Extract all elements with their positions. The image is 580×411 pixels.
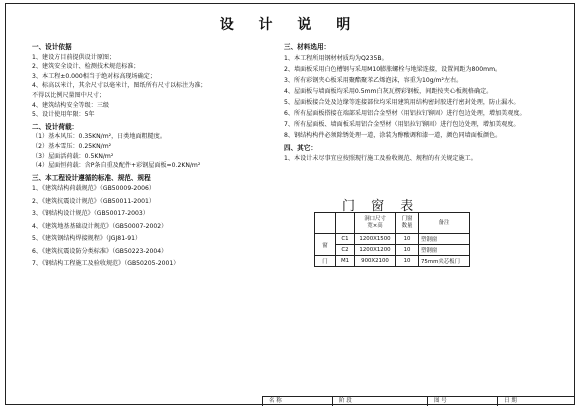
section-standards-title: 三、本工程设计遵循的标准、规范、规程 — [32, 173, 151, 182]
list-item: 4、标高以米计，其余尺寸以毫米计，图纸所有尺寸以标注为准； — [32, 82, 207, 90]
table-cell: 1200X1200 — [355, 245, 396, 256]
table-cell: 门 — [315, 256, 336, 267]
list-item: 1、建设方目前提供设计原图； — [32, 53, 116, 61]
list-item: 3、《钢结构设计规范》（GB50017-2003） — [32, 210, 149, 218]
table-cell: 900X2100 — [355, 256, 396, 267]
table-row — [315, 245, 470, 256]
list-item: 7、所有屋面板、墙面板采用铝合金型材（用铝拉钉铆固）进行包边处理，增加美观度。 — [284, 120, 520, 128]
table-header-cell — [336, 213, 355, 234]
table-header-cell: 洞口尺寸 宽×高 — [355, 213, 396, 234]
list-item: 1、本工程所用钢材材质均为Q235B。 — [284, 54, 388, 62]
list-item: 6、《建筑抗震设防分类标准》（GB50223-2004） — [32, 247, 168, 255]
list-item: 7、《钢结构工程施工及验收规范》（GB50205-2001） — [32, 260, 180, 268]
title-block-stage-label: 阶 段 — [332, 397, 427, 406]
table-header-cell: 备注 — [419, 213, 470, 234]
list-item: 3、所有彩钢夹心板采用聚酯聚苯乙烯泡沫，容重为10g/m²左右。 — [284, 76, 463, 84]
table-cell: C1 — [336, 234, 355, 245]
list-item: 4、屋面板与墙面板均采用0.5mm白灰瓦楞彩钢板，间距按夹心板规格确定。 — [284, 87, 493, 95]
page-title: 设 计 说 明 — [219, 17, 361, 33]
section-design-basis-title: 一、设计依据 — [32, 43, 72, 51]
table-row — [315, 234, 470, 245]
table-cell: 塑钢窗 — [419, 234, 470, 245]
title-block-date-label: 日 期 — [497, 397, 575, 406]
list-item: （2）基本雪压：0.25KN/m² — [32, 142, 112, 150]
title-block — [262, 396, 575, 406]
table-header-cell — [315, 213, 336, 234]
section-materials-title: 三、材料选用： — [284, 43, 331, 51]
table-cell: 塑钢窗 — [419, 245, 470, 256]
table-cell: 75mm夹芯板门 — [419, 256, 470, 267]
list-item: 不得以比例尺量图中尺寸； — [32, 91, 106, 99]
list-item: 5、《建筑钢结构焊接规程》（JGJ81-91） — [32, 235, 142, 243]
left-column — [32, 43, 207, 271]
title-block-drawing-no-label: 图 号 — [427, 397, 497, 406]
list-item: 2、建筑安全设计、检测技术规范标准； — [32, 63, 140, 71]
list-item: 5、设计使用年限：5年 — [32, 111, 95, 119]
table-header-row — [315, 213, 470, 234]
list-item: （1）基本风压：0.35KN/m²，日类地面粗糙度。 — [32, 133, 166, 141]
window-table-title: 门 窗 表 — [342, 199, 420, 214]
table-cell: M1 — [336, 256, 355, 267]
table-cell: 10 — [396, 234, 419, 245]
table-cell: 窗 — [315, 234, 336, 256]
list-item: 5、屋面板接合处及边缘等连接部位均采用建筑用结构密封胶进行密封处理，防止漏水。 — [284, 98, 520, 106]
list-item: 6、所有屋面板搭接在端部采用铝合金型材（用铝拉钉铆固）进行包边处理，增加美观度。 — [284, 109, 526, 117]
list-item: 4、建筑结构安全等级：三级 — [32, 101, 110, 109]
list-item: 1、本设计未尽事宜应按照现行施工及验收规范、规程的有关规定施工。 — [284, 155, 477, 163]
list-item: 4、《建筑地基基础设计规范》（GB50007-2002） — [32, 222, 168, 230]
table-row — [315, 256, 470, 267]
section-other-title: 四、其它： — [284, 143, 317, 152]
list-item: （4）屋面恒荷载：含P条自重及配件+彩钢屋面板=0.2KN/m² — [32, 162, 201, 170]
list-item: 8、钢结构构件必须除锈处理一道，涂装为醇酸调和漆一道，颜色同墙面板颜色。 — [284, 131, 502, 139]
right-column — [284, 43, 526, 164]
table-cell: C2 — [336, 245, 355, 256]
list-item: 2、墙面板采用白色槽钢与采用M10膨胀螺栓与地梁连接，设置间距为800mm。 — [284, 65, 502, 73]
section-loads-title: 二、设计荷载： — [32, 122, 79, 131]
list-item: 1、《建筑结构荷载规范》（GB50009-2006） — [32, 185, 155, 193]
list-item: 2、《建筑抗震设计规范》（GB50011-2001） — [32, 197, 155, 205]
title-block-name-label: 名 称 — [262, 397, 332, 406]
table-cell: 10 — [396, 245, 419, 256]
table-cell: 1200X1500 — [355, 234, 396, 245]
table-header-cell: 门窗 数量 — [396, 213, 419, 234]
table-cell: 10 — [396, 256, 419, 267]
list-item: （3）屋面活荷载：0.5KN/m² — [32, 152, 114, 160]
list-item: 3、本工程±0.000相当于绝对标高现场确定； — [32, 72, 156, 80]
window-door-table — [314, 212, 470, 267]
